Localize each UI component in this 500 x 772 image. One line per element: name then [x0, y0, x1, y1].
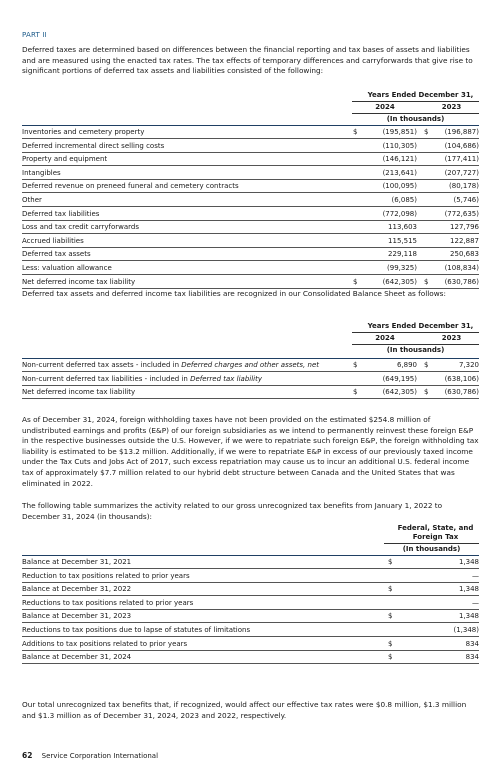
value-2023: (630,786)	[444, 388, 479, 397]
table-row	[22, 276, 479, 289]
value: 1,348	[458, 585, 479, 594]
row-label: Property and equipment	[22, 155, 108, 164]
value: 834	[465, 639, 479, 648]
table-row	[22, 651, 479, 664]
table-row	[22, 194, 479, 207]
row-label: Intangibles	[22, 168, 61, 177]
table-row	[22, 386, 479, 399]
value: (1,348)	[453, 626, 479, 634]
row-label: Inventories and cemetery property	[22, 128, 145, 136]
row-label: Reductions to tax positions related to prior years	[22, 598, 194, 607]
currency-symbol: $	[388, 585, 393, 594]
row-rule	[22, 398, 479, 399]
table3-header-line1: Federal, State, and	[397, 524, 474, 532]
row-label-text: Net deferred income tax liability	[22, 388, 136, 397]
table-row	[22, 610, 479, 623]
currency-symbol: $	[424, 388, 429, 397]
table-row	[22, 153, 479, 166]
table2-units: (In thousands)	[386, 346, 445, 354]
currency-symbol: $	[353, 361, 358, 369]
value-2024: (100,095)	[382, 182, 417, 191]
page-number: 62	[22, 751, 33, 760]
currency-symbol: $	[388, 558, 393, 566]
table-row	[22, 262, 479, 275]
value-2024: (213,641)	[382, 168, 417, 177]
page-footer	[22, 751, 158, 760]
value-2024: (642,305)	[382, 388, 417, 397]
table-row	[22, 597, 479, 610]
value-2024: (649,195)	[382, 374, 417, 383]
balance-sheet-paragraph: Deferred tax assets and deferred income tax liabilities are recognized in our Consolidated Balance Sheet as follows:	[22, 289, 446, 298]
table-row	[22, 638, 479, 651]
value-2023: (5,746)	[453, 196, 479, 204]
value-2023: 122,887	[450, 236, 479, 245]
currency-symbol: $	[424, 361, 429, 369]
value-2024: (146,121)	[382, 155, 417, 164]
value-2024: 6,890	[396, 361, 417, 369]
table-row	[22, 167, 479, 180]
value-2024: 113,603	[388, 223, 417, 232]
part-label: PART II	[22, 31, 47, 39]
currency-symbol: $	[424, 277, 429, 286]
row-label-italic: Deferred charges and other assets, net	[181, 361, 319, 369]
value: 1,348	[458, 612, 479, 621]
table2-col-2023: 2023	[441, 334, 462, 342]
value-2023: 7,320	[458, 361, 479, 369]
row-label: Other	[22, 196, 42, 204]
table1-header-rule-2	[352, 113, 479, 114]
table3-units: (In thousands)	[402, 545, 461, 553]
row-label	[22, 361, 319, 369]
table1-col-2023: 2023	[441, 103, 462, 111]
value-2023: (104,686)	[444, 141, 479, 150]
row-label: Reduction to tax positions related to prior years	[22, 571, 190, 580]
table-row	[22, 624, 479, 637]
row-label-text: Non-current deferred tax assets - included in	[22, 361, 182, 369]
table-row	[22, 140, 479, 153]
table-row	[22, 556, 479, 569]
currency-symbol: $	[424, 128, 429, 136]
table-row	[22, 373, 479, 386]
table-row	[22, 221, 479, 234]
currency-symbol: $	[353, 128, 358, 136]
row-label: Balance at December 31, 2024	[22, 653, 132, 662]
value: —	[472, 571, 479, 580]
value-2023: (630,786)	[444, 277, 479, 286]
value-2024: (99,325)	[387, 264, 417, 272]
value-2023: (638,106)	[444, 374, 479, 383]
row-label: Deferred tax assets	[22, 250, 91, 259]
currency-symbol: $	[388, 612, 393, 621]
table2-period-header: Years Ended December 31,	[367, 322, 474, 330]
row-label: Less: valuation allowance	[22, 264, 112, 272]
row-label-italic: Deferred tax liability	[190, 374, 263, 383]
row-label: Additions to tax positions related to prior years	[22, 639, 188, 648]
value: 1,348	[458, 558, 479, 566]
table1-units: (In thousands)	[386, 115, 445, 123]
row-label: Reductions to tax positions due to lapse of statutes of limitations	[22, 626, 251, 634]
table2-header-rule	[352, 332, 479, 333]
foreign-earnings-paragraph: As of December 31, 2024, foreign withholding taxes have not been provided on the estimated $254.8 million of undistributed earnings and profits (E&P) of our foreign subsidiaries as we intend to permanently reinvest these foreign E&P in the respective businesses outside the U.S. However, if we were to repatriate such foreign E&P, the foreign withholding tax liability is estimated to be $13.2 million. Additionally, if we were to repatriate E&P in excess of our previously taxed income under the Tax Cuts and Jobs Act of 2017, such excess repatriation may cause us to incur an additional U.S. federal income tax of approximately $7.7 million related to our hybrid debt structure between Canada and the United States that was eliminated in 2022.	[22, 415, 479, 488]
value-2024: (6,085)	[391, 196, 417, 204]
table1-header-rule	[352, 101, 479, 102]
table-row	[22, 583, 479, 596]
value: 834	[465, 653, 479, 662]
value-2023: (207,727)	[444, 168, 479, 177]
row-label	[22, 375, 262, 383]
value-2023: (177,411)	[444, 155, 479, 164]
table-row	[22, 180, 479, 193]
currency-symbol: $	[388, 639, 393, 648]
value-2024: (195,851)	[382, 128, 417, 136]
row-rule	[22, 663, 479, 664]
value-2024: (110,305)	[382, 141, 417, 150]
table-row	[22, 235, 479, 248]
row-label: Deferred revenue on preneed funeral and cemetery contracts	[22, 182, 239, 191]
row-label-text: Non-current deferred tax liabilities - included in	[22, 374, 191, 383]
row-label	[22, 388, 135, 396]
value-2024: (772,098)	[382, 209, 417, 218]
table1-period-header: Years Ended December 31,	[367, 91, 474, 99]
currency-symbol: $	[353, 277, 358, 286]
value-2023: (80,178)	[449, 182, 479, 191]
table2-header-rule-2	[352, 344, 479, 345]
value-2023: (196,887)	[444, 128, 479, 136]
table-row	[22, 208, 479, 221]
table2-col-2024: 2024	[375, 334, 395, 342]
table-row	[22, 359, 479, 372]
unrecognized-benefits-intro: The following table summarizes the activity related to our gross unrecognized tax benefits from January 1, 2022 to December 31, 2024 (in thousands):	[22, 501, 443, 521]
currency-symbol: $	[353, 388, 358, 397]
table-row	[22, 248, 479, 261]
table1-col-2024: 2024	[375, 103, 395, 111]
value-2023: 250,683	[450, 250, 479, 259]
currency-symbol: $	[388, 653, 393, 662]
row-label: Deferred tax liabilities	[22, 209, 100, 218]
value-2024: 229,118	[388, 250, 417, 259]
row-label: Balance at December 31, 2023	[22, 612, 132, 621]
row-label: Balance at December 31, 2022	[22, 585, 132, 594]
intro-paragraph: Deferred taxes are determined based on differences between the financial reporting and tax bases of assets and liabilities and are measured using the enacted tax rates. The tax effects of temporary differences and carryforwards that give rise to significant portions of deferred tax assets and liabilities consisted of the following:	[22, 45, 473, 76]
row-label: Net deferred income tax liability	[22, 277, 136, 286]
footer-company: Service Corporation International	[41, 752, 159, 760]
table-row	[22, 570, 479, 583]
row-label: Balance at December 31, 2021	[22, 558, 132, 566]
value-2023: (772,635)	[444, 209, 479, 218]
value-2023: (108,834)	[444, 264, 479, 272]
table3-header-rule	[384, 543, 479, 544]
row-label: Accrued liabilities	[22, 236, 84, 245]
table3-header-line2: Foreign Tax	[412, 533, 459, 541]
value: —	[472, 598, 479, 607]
table-row	[22, 126, 479, 139]
row-label: Loss and tax credit carryforwards	[22, 223, 140, 232]
value-2024: 115,515	[388, 236, 417, 245]
value-2023: 127,796	[450, 223, 479, 232]
effective-rate-paragraph: Our total unrecognized tax benefits that, if recognized, would affect our effective tax rates were $0.8 million, $1.3 million and $1.3 million as of December 31, 2024, 2023 and 2022, respectively.	[22, 700, 467, 720]
row-label: Deferred incremental direct selling costs	[22, 141, 165, 150]
value-2024: (642,305)	[382, 277, 417, 286]
